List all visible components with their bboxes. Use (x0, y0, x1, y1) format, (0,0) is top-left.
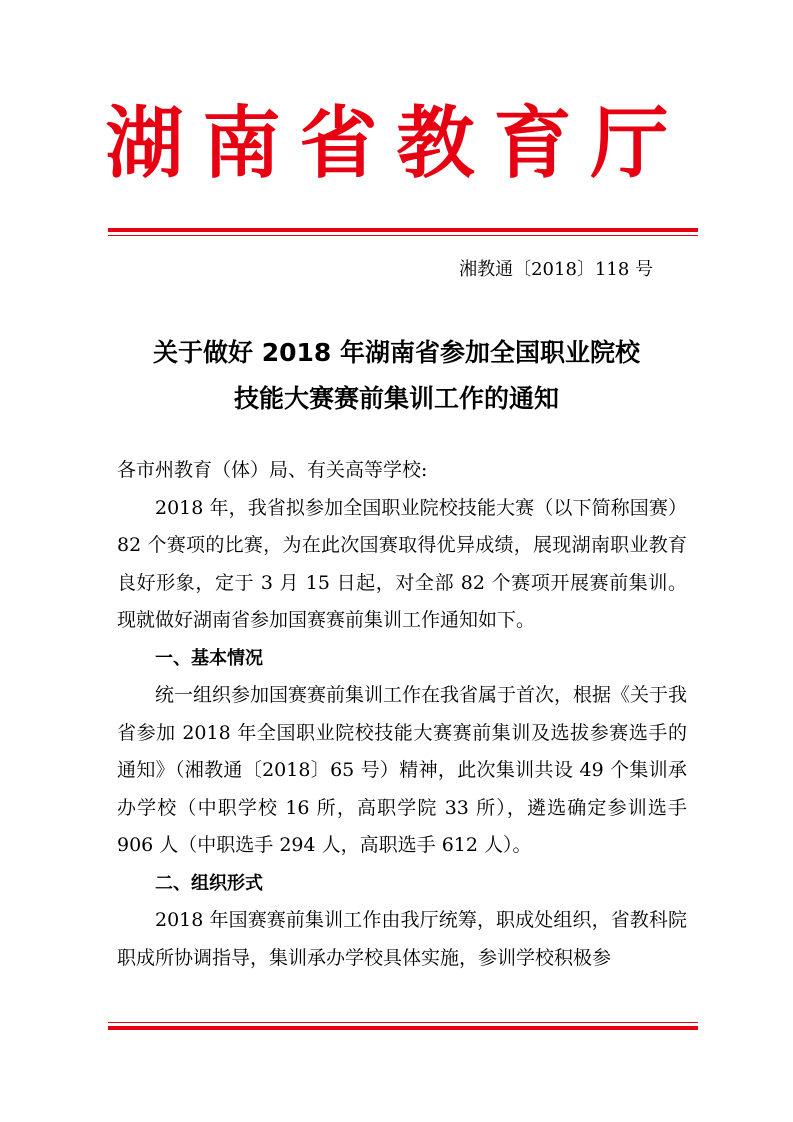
salutation: 各市州教育（体）局、有关高等学校: (117, 459, 428, 481)
footer-rule-thin (108, 1022, 698, 1023)
header-rule-thick (108, 228, 698, 232)
document-number: 湘教通〔2018〕118 号 (459, 259, 653, 280)
header-rule-thin (108, 235, 698, 236)
document-body (117, 452, 687, 977)
title-line-1: 关于做好 2018 年湖南省参加全国职业院校 (153, 338, 640, 367)
section-heading-1: 一、基本情况 (155, 647, 263, 669)
agency-masthead: 湖南省教育厅 (105, 98, 688, 189)
title-line-2: 技能大赛赛前集训工作的通知 (233, 384, 559, 413)
document-title (80, 330, 713, 422)
paragraph-3: 2018 年国赛赛前集训工作由我厅统筹，职成处组织，省教科院职成所协调指导，集训承办学校具体实施，参训学校积极参 (117, 909, 687, 969)
footer-rule-thick (108, 1026, 698, 1030)
paragraph-2: 统一组织参加国赛赛前集训工作在我省属于首次，根据《关于我省参加 2018 年全国职业院校技能大赛赛前集训及选拔参赛选手的通知》（湘教通〔2018〕65 号）精神，此次集训共设 49 个集训承办学校（中职学校 16 所，高职学院 33 所），遴选确定参训选手 906 人（中职选手 294 人，高职选手 612 人）。 (117, 684, 688, 856)
section-heading-2: 二、组织形式 (155, 872, 263, 894)
paragraph-1: 2018 年，我省拟参加全国职业院校技能大赛（以下简称国赛）82 个赛项的比赛，为在此次国赛取得优异成绩，展现湖南职业教育良好形象，定于 3 月 15 日起，对全部 82 个赛项开展赛前集训。现就做好湖南省参加国赛赛前集训工作通知如下。 (117, 496, 687, 631)
